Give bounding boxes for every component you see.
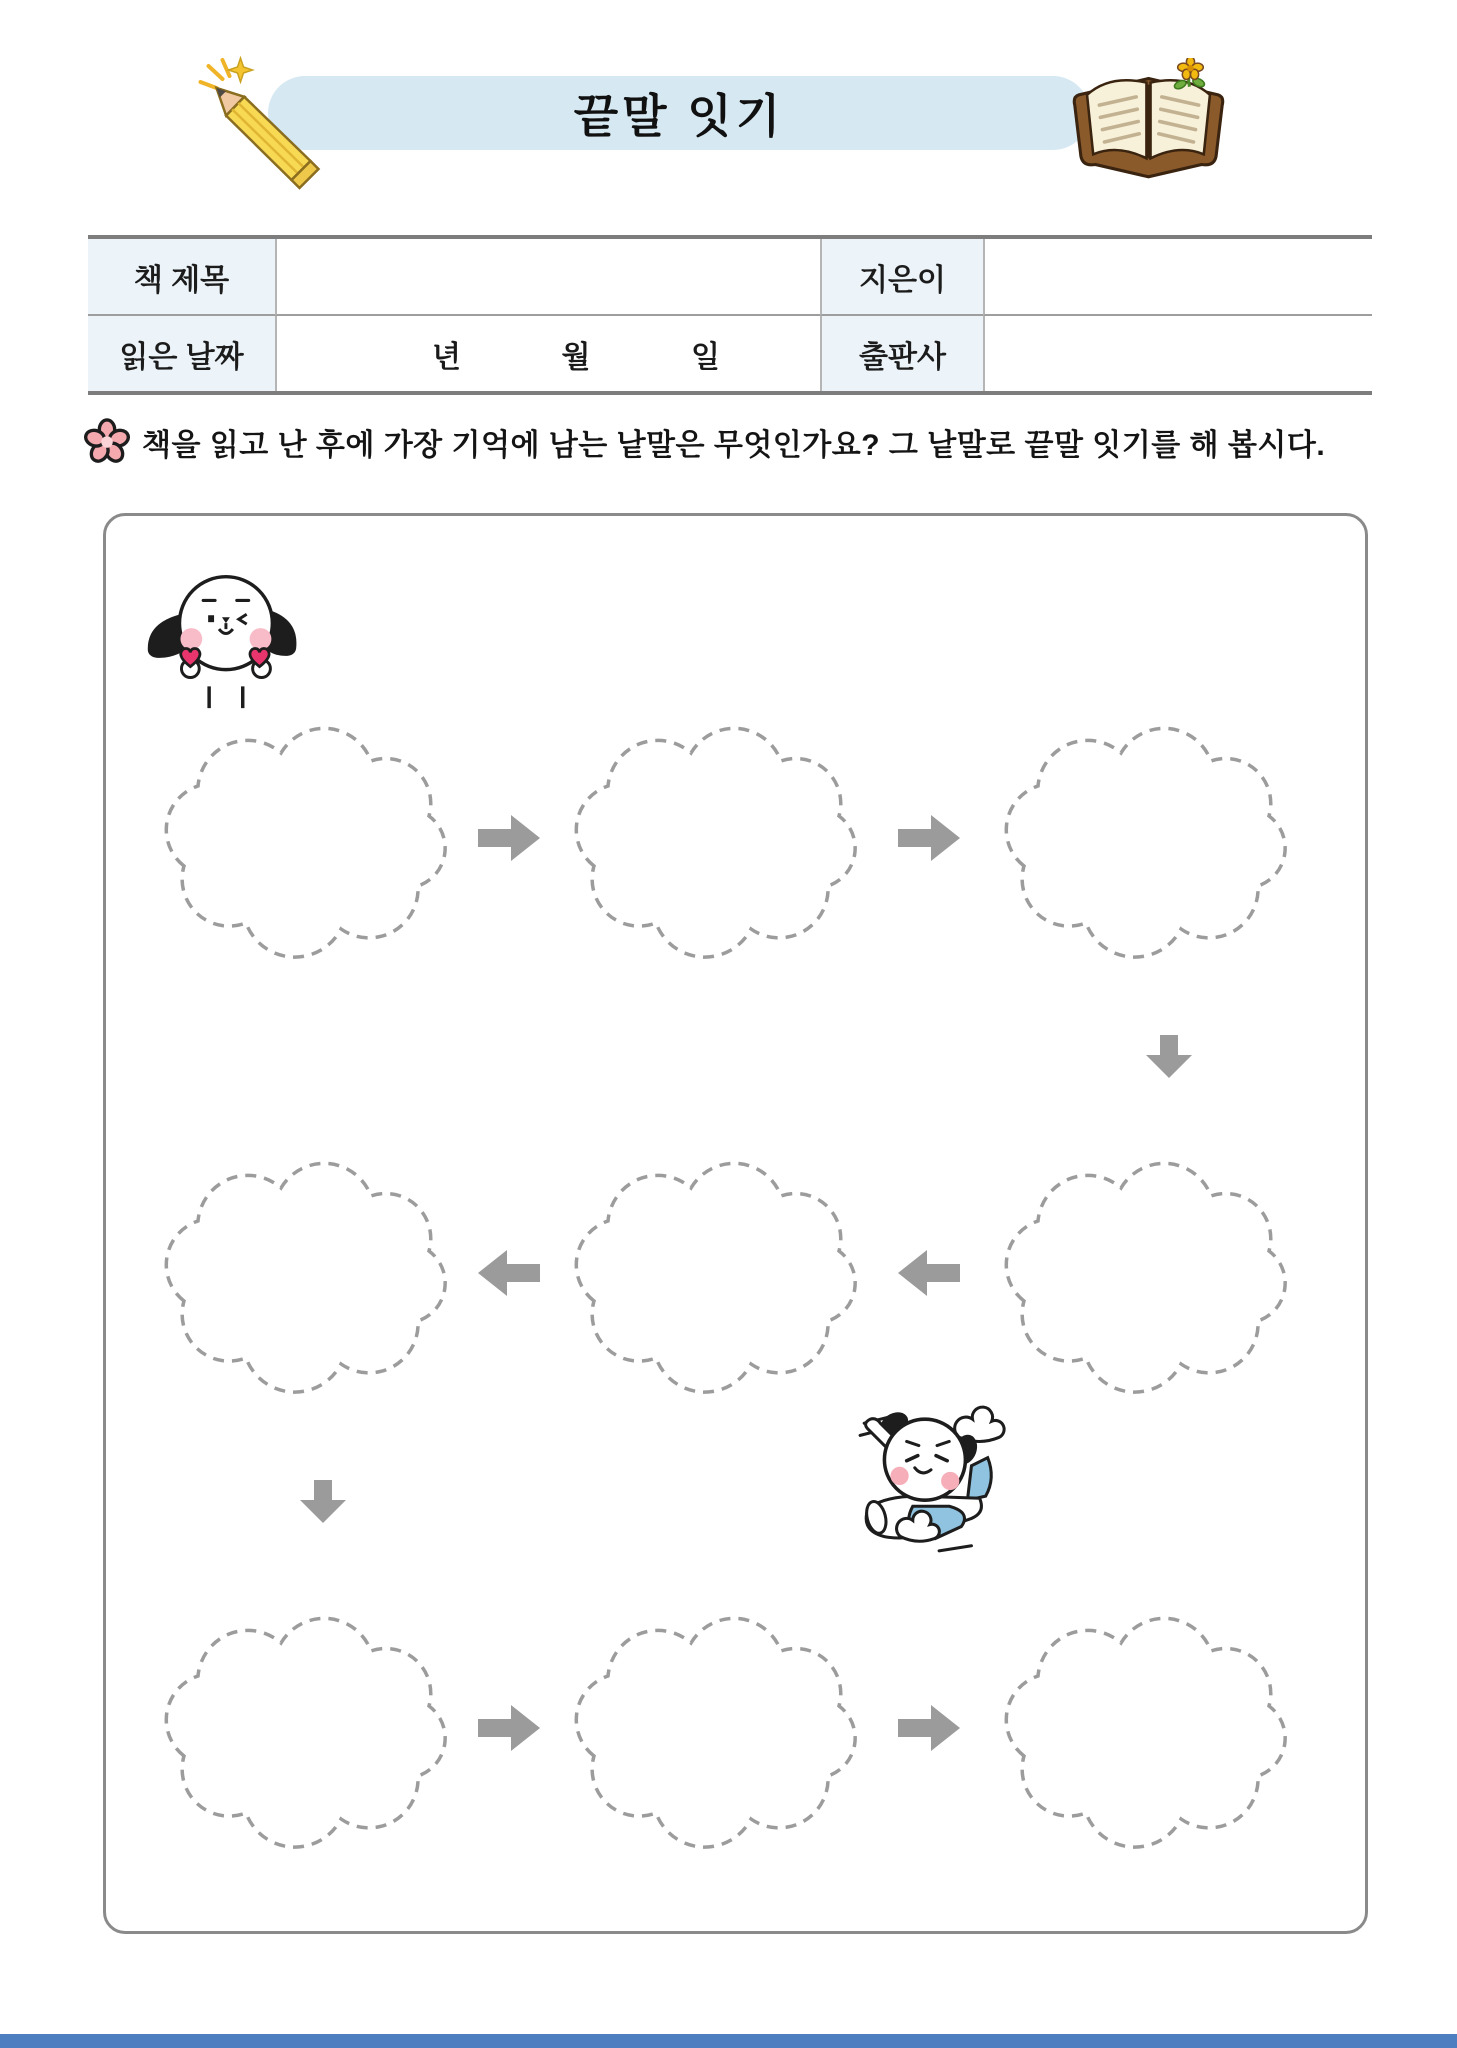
date-unit-month: 월: [561, 340, 591, 374]
pencil-icon: [190, 52, 335, 202]
read-date-label: 읽은 날짜: [88, 316, 275, 391]
author-input[interactable]: [983, 239, 1372, 316]
cherry-blossom-icon: [84, 418, 130, 466]
date-unit-day: 일: [691, 340, 720, 374]
word-cloud-4[interactable]: [986, 1136, 1296, 1411]
arrow-down-icon: [300, 1480, 346, 1523]
word-cloud-1[interactable]: [146, 701, 456, 976]
word-cloud-6[interactable]: [146, 1136, 456, 1411]
arrow-left-icon: [478, 1250, 540, 1296]
book-title-input[interactable]: [275, 239, 820, 316]
arrow-right-icon: [478, 1705, 540, 1751]
word-cloud-7[interactable]: [146, 1591, 456, 1866]
word-cloud-2[interactable]: [556, 701, 866, 976]
author-label: 지은이: [820, 239, 983, 316]
word-cloud-8[interactable]: [556, 1591, 866, 1866]
word-cloud-5[interactable]: [556, 1136, 866, 1411]
book-title-label: 책 제목: [88, 239, 275, 316]
open-book-with-flower-icon: [1064, 58, 1234, 186]
word-chain-board: [103, 513, 1368, 1934]
read-date-input[interactable]: [275, 316, 820, 391]
publisher-label: 출판사: [820, 316, 983, 391]
book-info-table: [88, 235, 1372, 395]
arrow-right-icon: [478, 815, 540, 861]
arrow-down-icon: [1146, 1035, 1192, 1078]
page-title: 끝말 잇기: [573, 90, 785, 142]
instruction-text: 책을 읽고 난 후에 가장 기억에 남는 낱말은 무엇인가요? 그 낱말로 끝말 잇기를 해 봅시다.: [142, 429, 1326, 462]
footer-strip: [0, 2034, 1457, 2048]
instruction-row: [84, 418, 1325, 466]
panda-on-airplane-illustration: [854, 1403, 1011, 1565]
dog-with-hearts-illustration: [136, 561, 304, 711]
word-cloud-3[interactable]: [986, 701, 1296, 976]
arrow-right-icon: [898, 815, 960, 861]
title-banner: [268, 76, 1090, 150]
publisher-input[interactable]: [983, 316, 1372, 391]
word-cloud-9[interactable]: [986, 1591, 1296, 1866]
arrow-right-icon: [898, 1705, 960, 1751]
arrow-left-icon: [898, 1250, 960, 1296]
date-unit-year: 년: [432, 340, 461, 374]
